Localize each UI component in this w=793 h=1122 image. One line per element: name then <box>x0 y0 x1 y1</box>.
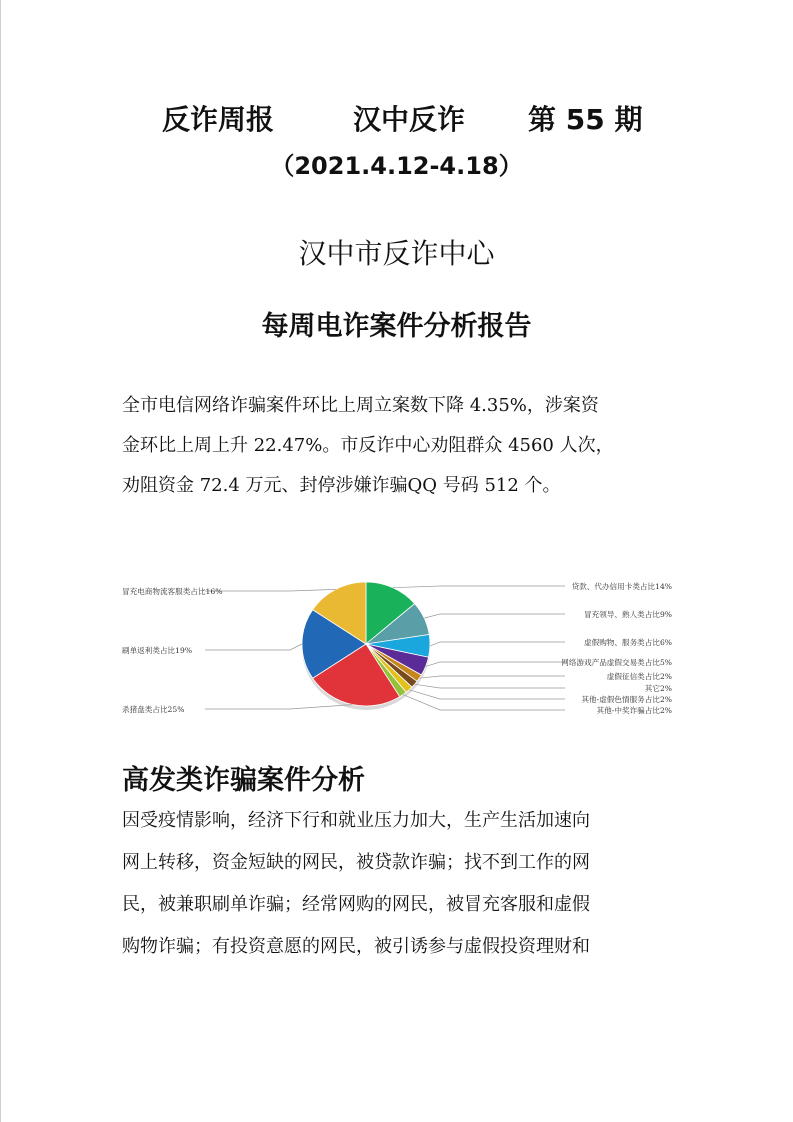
section-title: 高发类诈骗案件分析 <box>122 765 365 796</box>
weekly-label: 反诈周报 <box>162 103 275 136</box>
analysis-line: 民，被兼职刷单诈骗；经常网购的网民，被冒充客服和虚假 <box>122 894 590 915</box>
pie-leader-line <box>403 695 565 710</box>
issue-label: 第 55 期 <box>528 103 643 136</box>
pie-slice-label: 虚假购物、服务类占比6% <box>584 638 672 647</box>
pie-leader-line <box>424 614 565 618</box>
summary-line: 金环比上周上升 22.47%。市反诈中心劝阻群众 4560 人次， <box>122 435 614 456</box>
center-name: 汉中市反诈中心 <box>298 237 495 270</box>
pie-slice-label: 冒充电商物流客服类占比16% <box>122 587 223 596</box>
date-range: （2021.4.12-4.18） <box>270 152 523 180</box>
report-title: 每周电诈案件分析报告 <box>261 311 532 342</box>
pie-slice-label: 杀猪盘类占比25% <box>122 705 185 714</box>
case-type-pie-chart <box>110 566 680 726</box>
summary-line: 全市电信网络诈骗案件环比上周立案数下降 4.35%，涉案资 <box>122 395 599 416</box>
org-label: 汉中反诈 <box>353 103 466 136</box>
pie-slice-label: 刷单返利类占比19% <box>122 646 193 655</box>
analysis-line: 购物诈骗；有投资意愿的网民，被引诱参与虚假投资理财和 <box>122 936 590 957</box>
summary-line: 劝阻资金 72.4 万元、封停涉嫌诈骗QQ 号码 512 个。 <box>122 475 561 496</box>
pie-slice-label: 贷款、代办信用卡类占比14% <box>571 582 672 591</box>
pie-leader-line <box>205 644 302 650</box>
pie-slice-label: 网络游戏产品虚假交易类占比5% <box>561 658 672 667</box>
pie-slice-label: 虚假征信类占比2% <box>606 672 672 681</box>
pie-slice-label: 其他-虚假色情服务占比2% <box>581 695 672 704</box>
header-title-row <box>0 98 793 142</box>
pie-leader-line <box>205 705 352 709</box>
pie-leader-line <box>426 662 565 666</box>
pie-leader-line <box>409 690 565 699</box>
pie-leader-line <box>393 586 565 588</box>
pie-slice-label: 其它2% <box>644 684 672 693</box>
pie-slice-label: 其他-中奖诈骗占比2% <box>596 706 672 715</box>
pie-leader-line <box>205 589 336 591</box>
analysis-paragraph <box>122 800 692 968</box>
analysis-line: 因受疫情影响，经济下行和就业压力加大，生产生活加速向 <box>122 810 590 831</box>
pie-leader-line <box>419 676 565 678</box>
summary-paragraph <box>122 386 682 506</box>
pie-leader-line <box>415 684 565 688</box>
pie-slice-label: 冒充领导、熟人类占比9% <box>584 610 672 619</box>
pie-leader-line <box>430 642 565 646</box>
analysis-line: 网上转移，资金短缺的网民，被贷款诈骗；找不到工作的网 <box>122 852 590 873</box>
